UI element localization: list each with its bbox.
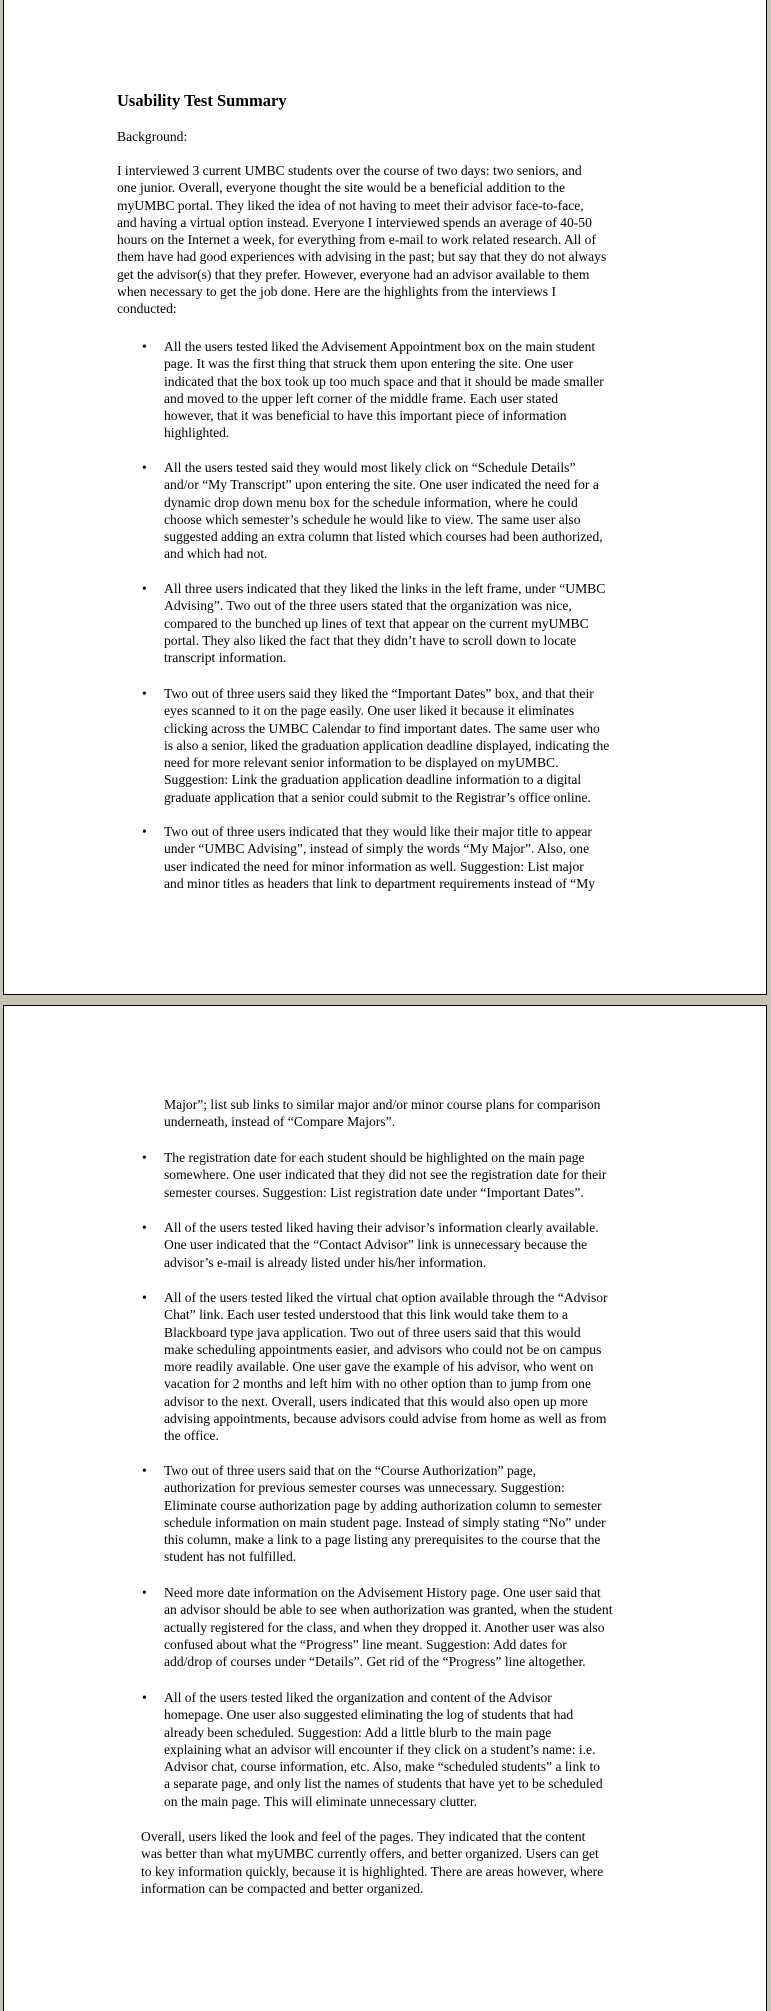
document-page-1 [3,0,767,995]
list-item-major-title: Two out of three users indicated that they would like their major title to appear under “UMBC Advising”, instead of simply the words “My Major”. Also, one user indicated the need for minor information as well. Suggestion: List major and minor titles as headers that link to department requirements instead of “My [164,824,596,891]
bullet-dot: • [142,1585,147,1600]
bullet-dot: • [142,339,147,354]
list-item-schedule-details: All the users tested said they would most likely click on “Schedule Details” and/or “My Transcript” upon entering the site. One user indicated the need for a dynamic drop down menu box for the schedule information, where he could choose which semester’s schedule he would like to view. The same user also suggested adding an extra column that listed which courses had been authorized, and which had not. [164,460,603,562]
bullet-dot: • [142,1150,147,1165]
list-item-left-frame-links: All three users indicated that they liked the links in the left frame, under “UMBC Advising”. Two out of the three users stated that the organization was nice, compared to the bunched up lines of text that appear on the current myUMBC portal. They also liked the fact that they didn’t have to scroll down to locate transcript information. [164,581,606,666]
document-page-2 [3,1005,767,2011]
bullet-dot: • [142,1690,147,1705]
bullet-dot: • [142,1220,147,1235]
intro-paragraph: I interviewed 3 current UMBC students over the course of two days: two seniors, and one junior. Overall, everyone thought the site would be a beneficial addition to the myUMBC portal. They liked the idea of not having to meet their advisor face-to-face, and having a virtual option instead. Everyone I interviewed spends an average of 40-50 hours on the Internet a week, for everything from e-mail to work related research. All of them have had good experiences with advising in the past; but say that they do not always get the advisor(s) that they prefer. However, everyone had an advisor available to them when necessary to get the job done. Here are the highlights from the interviews I conducted: [117,163,607,317]
bullet-dot: • [142,1290,147,1305]
list-item-important-dates: Two out of three users said they liked the “Important Dates” box, and that their eyes scanned to it on the page easily. One user liked it because it eliminates clicking across the UMBC Calendar to find important dates. The same user who is also a senior, liked the graduation application deadline displayed, indicating the need for more relevant senior information to be displayed on myUMBC. Suggestion: Link the graduation application deadline information to a digital graduate application that a senior could submit to the Registrar’s office online. [164,686,610,805]
bullet-dot: • [142,824,147,839]
document-title: Usability Test Summary [117,91,287,110]
list-item-registration-date: The registration date for each student should be highlighted on the main page somewhere. One user indicated that they did not see the registration date for their semester courses. Suggestion: List registration date under “Important Dates”. [164,1150,607,1200]
list-item-course-authorization: Two out of three users said that on the “Course Authorization” page, authorization for previous semester courses was unnecessary. Suggestion: Eliminate course authorization page by adding authorization column to semester schedule information on main student page. Instead of simply stating “No” under this column, make a link to a page listing any prerequisites to the course that the student has not fulfilled. [164,1463,606,1565]
bullet-dot: • [142,686,147,701]
background-label: Background: [117,129,188,144]
list-item-advisor-homepage: All of the users tested liked the organization and content of the Advisor homepage. One user also suggested eliminating the log of students that had already been scheduled. Suggestion: Add a little blurb to the main page explaining what an advisor will encounter if they click on a student’s name: i.e. Advisor chat, course information, etc. Also, make “scheduled students” a link to a separate page, and only list the names of students that have yet to be scheduled on the main page. This will eliminate unnecessary clutter. [164,1690,603,1809]
continued-list-item-text: Major”; list sub links to similar major and/or minor course plans for comparison underneath, instead of “Compare Majors”. [164,1097,601,1130]
bullet-dot: • [142,1463,147,1478]
bullet-dot: • [142,460,147,475]
list-item-advisement-box: All the users tested liked the Advisement Appointment box on the main student page. It was the first thing that struck them upon entering the site. One user indicated that the box took up too much space and that it should be made smaller and moved to the upper left corner of the middle frame. Each user stated however, that it was beneficial to have this important piece of information highlighted. [164,339,604,441]
conclusion-paragraph: Overall, users liked the look and feel of the pages. They indicated that the content was better than what myUMBC currently offers, and better organized. Users can get to key information quickly, because it is highlighted. There are areas however, where information can be compacted and better organized. [141,1829,604,1896]
list-item-advisor-info: All of the users tested liked having their advisor’s information clearly available. One user indicated that the “Contact Advisor” link is unnecessary because the advisor’s e-mail is already listed under his/her information. [164,1220,599,1270]
list-item-advisor-chat: All of the users tested liked the virtual chat option available through the “Advisor Chat” link. Each user tested understood that this link would take them to a Blackboard type java application. Two out of three users said that this would make scheduling appointments easier, and advisors who could not be on campus more readily available. One user gave the example of his advisor, who went on vacation for 2 months and left him with no other option than to jump from one advisor to the next. Overall, users indicated that this would also open up more advising appointments, because advisors could advise from home as well as from the office. [164,1290,608,1444]
list-item-advisement-history: Need more date information on the Advisement History page. One user said that an advisor should be able to see when authorization was granted, when the student actually registered for the class, and when they dropped it. Another user was also confused about what the “Progress” line meant. Suggestion: Add dates for add/drop of courses under “Details”. Get rid of the “Progress” line altogether. [164,1585,613,1670]
bullet-dot: • [142,581,147,596]
